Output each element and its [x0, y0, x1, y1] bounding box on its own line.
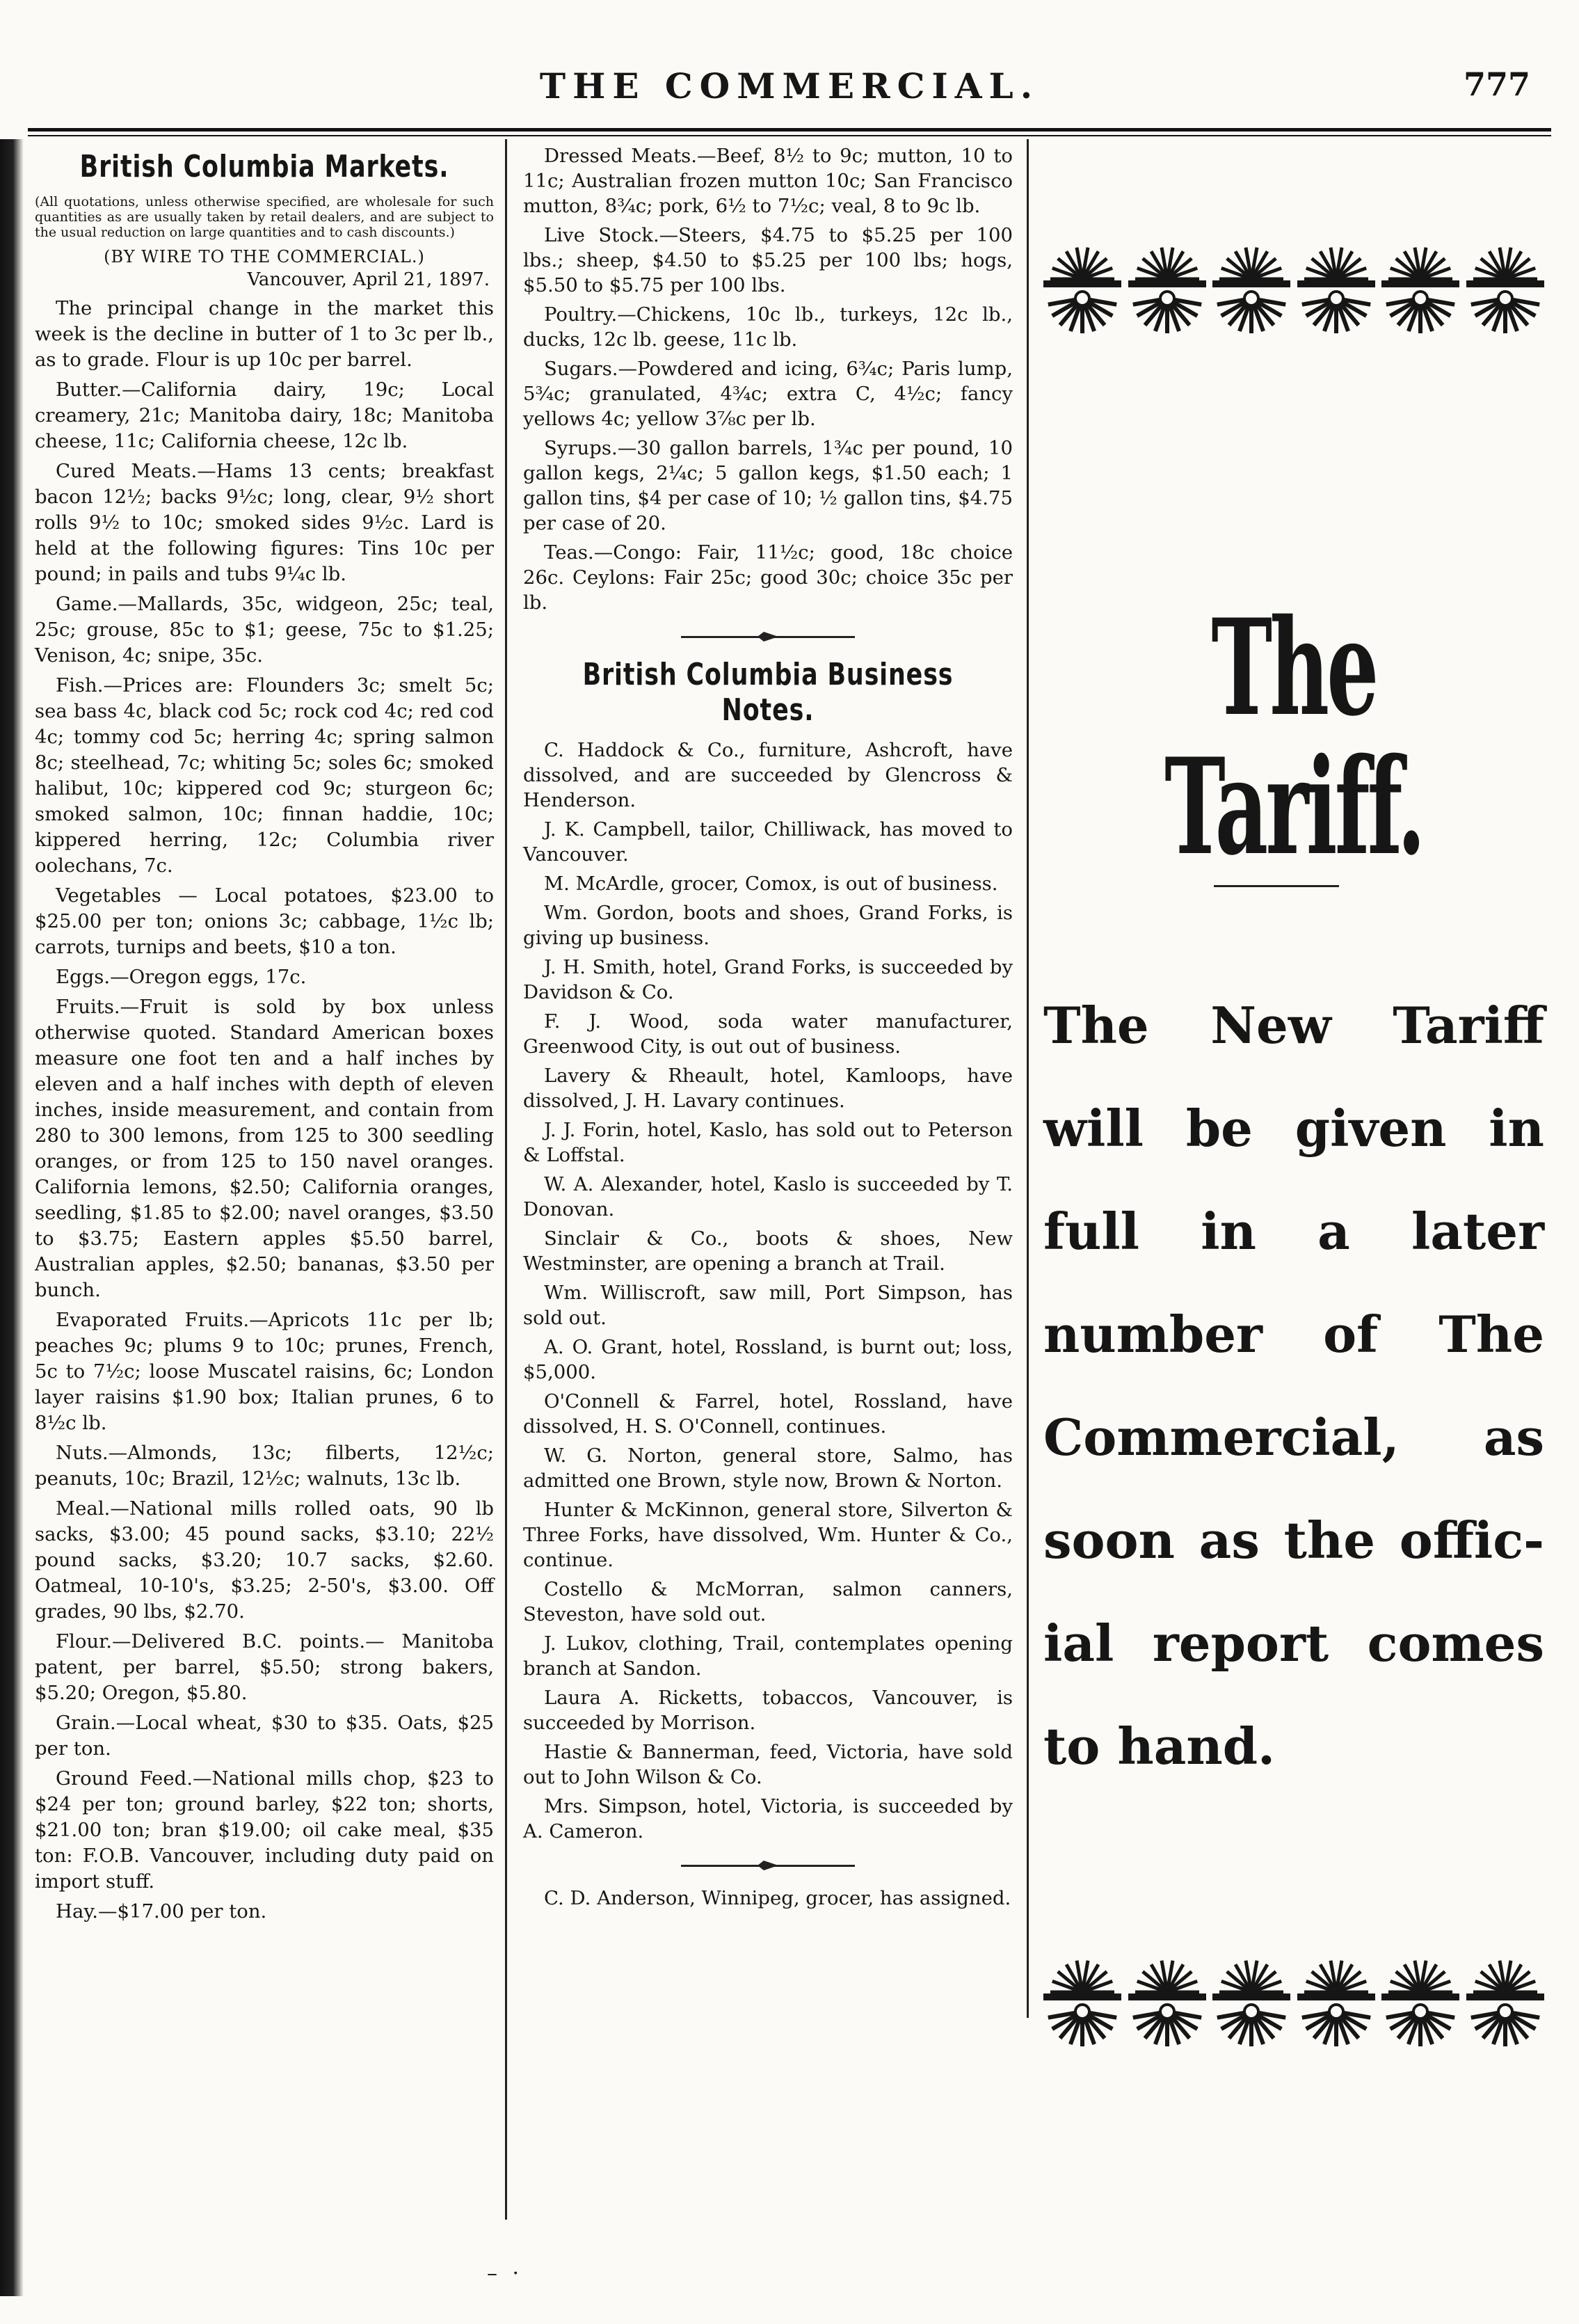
scan-shadow-edge: [0, 139, 24, 2296]
markets-paragraphs: [35, 296, 494, 1925]
tariff-line: ial report comes: [1043, 1614, 1544, 1673]
business-note: W. A. Alexander, hotel, Kaslo is succeeded by T. Donovan.: [523, 1173, 1013, 1220]
fleuron-ornament: [1128, 1952, 1206, 2056]
business-notes-paragraphs: [523, 738, 1013, 1844]
market-paragraph: Syrups.—30 gallon barrels, 1¾c per pound, 10 gallon kegs, 2¼c; 5 gallon kegs, $1.50 each; 1 gallon tins, $4 per case of 10; ½ gallon tins, $4.75 per case of 20.: [523, 437, 1013, 534]
markets-dateline: Vancouver, April 21, 1897.: [247, 269, 490, 290]
markets-note: (All quotations, unless otherwise specified, are wholesale for such quantities as are usually taken by retail dealers, and are subject to the usual reduction on large quantities and to cash discounts.): [35, 194, 494, 240]
market-paragraph: Ground Feed.—National mills chop, $23 to $24 per ton; ground barley, $22 ton; shorts, $21.00 ton; bran $19.00; oil cake meal, $35 ton: F.O.B. Vancouver, including duty paid on import stuff.: [35, 1767, 494, 1893]
market-paragraph: Nuts.—Almonds, 13c; filberts, 12½c; peanuts, 10c; Brazil, 12½c; walnuts, 13c lb.: [35, 1442, 494, 1490]
column-rule-1: [505, 139, 507, 2220]
column-rule-2: [1027, 139, 1029, 2018]
fleuron-ornament: [1212, 1952, 1290, 2056]
market-paragraph: The principal change in the market this week is the decline in butter of 1 to 3c per lb., as to grade. Flour is up 10c per barrel.: [35, 297, 494, 371]
business-note: Hastie & Bannerman, feed, Victoria, have sold out to John Wilson & Co.: [523, 1741, 1013, 1788]
market-paragraph: Dressed Meats.—Beef, 8½ to 9c; mutton, 10 to 11c; Australian frozen mutton 10c; San Francisco mutton, 8¾c; pork, 6½ to 7½c; veal, 8 to 9c lb.: [523, 145, 1013, 217]
ornamental-border-bottom: [1043, 1948, 1544, 2060]
tariff-line: number of The: [1043, 1305, 1544, 1364]
business-note: F. J. Wood, soda water manufacturer, Greenwood City, is out out of business.: [523, 1010, 1013, 1058]
business-note: J. Lukov, clothing, Trail, contemplates opening branch at Sandon.: [523, 1632, 1013, 1680]
business-note: Wm. Williscroft, saw mill, Port Simpson, has sold out.: [523, 1282, 1013, 1329]
markets-headline: British Columbia Markets.: [79, 149, 449, 184]
business-note: Hunter & McKinnon, general store, Silverton & Three Forks, have dissolved, Wm. Hunter & Co., continue.: [523, 1499, 1013, 1571]
masthead-rule-thick: [28, 128, 1551, 132]
business-note: Lavery & Rheault, hotel, Kamloops, have dissolved, J. H. Lavary continues.: [523, 1065, 1013, 1112]
tariff-line: full in a later: [1043, 1202, 1544, 1261]
market-paragraph: Vegetables — Local potatoes, $23.00 to $25.00 per ton; onions 3c; cabbage, 1½c lb; carrots, turnips and beets, $10 a ton.: [35, 884, 494, 958]
business-note: Wm. Gordon, boots and shoes, Grand Forks, is giving up business.: [523, 902, 1013, 949]
market-paragraph: Fruits.—Fruit is sold by box unless otherwise quoted. Standard American boxes measure one foot ten and a half inches by eleven and a half inches with depth of eleven inches, inside measurement, and contain from 280 to 300 lemons, from 125 to 300 seedling oranges, or from 125 to 150 navel oranges. California lemons, $2.50; California oranges, seedling, $1.85 to $2.00; navel oranges, $3.50 to $3.75; Eastern apples $5.50 barrel, Australian apples, $2.50; bananas, $3.50 per bunch.: [35, 996, 494, 1301]
tariff-title: The Tariff.: [1164, 590, 1423, 884]
fleuron-ornament: [1381, 239, 1459, 343]
markets-continued-paragraphs: [523, 143, 1013, 615]
fleuron-ornament: [1297, 239, 1375, 343]
market-paragraph: Live Stock.—Steers, $4.75 to $5.25 per 100 lbs.; sheep, $4.50 to $5.25 per 100 lbs; hogs, $5.50 to $5.75 per 100 lbs.: [523, 224, 1013, 296]
market-paragraph: Fish.—Prices are: Flounders 3c; smelt 5c; sea bass 4c, black cod 5c; rock cod 4c; red cod 4c; tommy cod 5c; herring 4c; spring salmon 8c; steelhead, 7c; whiting 5c; soles 6c; smoked halibut, 10c; kippered cod 9c; sturgeon 6c; smoked salmon, 10c; finnan haddie, 10c; kippered herring, 12c; Columbia river oolechans, 7c.: [35, 674, 494, 877]
tariff-line: will be given in: [1043, 1099, 1544, 1158]
page-number: 777: [1463, 65, 1530, 103]
footer-marks: – ·: [487, 2261, 524, 2286]
fleuron-ornament: [1466, 1952, 1544, 2056]
business-notes-headline: British Columbia Business Notes.: [582, 657, 954, 728]
business-note: Costello & McMorran, salmon canners, Steveston, have sold out.: [523, 1578, 1013, 1625]
market-paragraph: Poultry.—Chickens, 10c lb., turkeys, 12c lb., ducks, 12c lb. geese, 11c lb.: [523, 303, 1013, 351]
business-note: C. Haddock & Co., furniture, Ashcroft, have dissolved, and are succeeded by Glencross & Henderson.: [523, 739, 1013, 811]
fleuron-ornament: [1128, 239, 1206, 343]
tariff-body: [1043, 974, 1544, 1798]
market-paragraph: Eggs.—Oregon eggs, 17c.: [56, 966, 307, 988]
market-paragraph: Flour.—Delivered B.C. points.— Manitoba patent, per barrel, $5.50; strong bakers, $5.20; Oregon, $5.80.: [35, 1630, 494, 1704]
fleuron-ornament: [1297, 1952, 1375, 2056]
market-paragraph: Sugars.—Powdered and icing, 6¾c; Paris lump, 5¾c; granulated, 4¾c; extra C, 4½c; fancy yellows 4c; yellow 3⅞c per lb.: [523, 358, 1013, 430]
business-final-paragraph: C. D. Anderson, Winnipeg, grocer, has assigned.: [544, 1887, 1011, 1909]
column-business: [523, 143, 1013, 1915]
fleuron-ornament: [1212, 239, 1290, 343]
business-note: M. McArdle, grocer, Comox, is out of business.: [544, 873, 998, 895]
business-note: Mrs. Simpson, hotel, Victoria, is succeeded by A. Cameron.: [523, 1795, 1013, 1843]
fleuron-ornament: [1381, 1952, 1459, 2056]
business-note: Laura A. Ricketts, tobaccos, Vancouver, is succeeded by Morrison.: [523, 1687, 1013, 1734]
business-note: J. J. Forin, hotel, Kaslo, has sold out to Peterson & Loffstal.: [523, 1119, 1013, 1166]
column-markets: [35, 143, 494, 1929]
business-note: Sinclair & Co., boots & shoes, New Westminster, are opening a branch at Trail.: [523, 1227, 1013, 1275]
tariff-line: soon as the offic-: [1043, 1511, 1544, 1570]
tariff-line: Commercial, as: [1043, 1408, 1544, 1467]
section-divider-ornament: [681, 633, 855, 640]
market-paragraph: Meal.—National mills rolled oats, 90 lb sacks, $3.00; 45 pound sacks, $3.10; 22½ pound sacks, $3.20; 10.7 sacks, $2.60. Oatmeal, 10-10's, $3.25; 2-50's, $3.00. Off grades, 90 lbs, $2.70.: [35, 1497, 494, 1623]
ornamental-border-top: [1043, 235, 1544, 347]
tariff-divider: [1214, 885, 1339, 887]
business-note: J. K. Campbell, tailor, Chilliwack, has moved to Vancouver.: [523, 818, 1013, 866]
business-note: W. G. Norton, general store, Salmo, has admitted one Brown, style now, Brown & Norton.: [523, 1444, 1013, 1492]
market-paragraph: Butter.—California dairy, 19c; Local creamery, 21c; Manitoba dairy, 18c; Manitoba cheese, 11c; California cheese, 12c lb.: [35, 379, 494, 452]
market-paragraph: Teas.—Congo: Fair, 11½c; good, 18c choice 26c. Ceylons: Fair 25c; good 30c; choice 35c per lb.: [523, 541, 1013, 614]
market-paragraph: Hay.—$17.00 per ton.: [56, 1900, 267, 1923]
masthead-title: THE COMMERCIAL.: [539, 65, 1040, 106]
masthead-rule-thin: [28, 135, 1551, 136]
market-paragraph: Game.—Mallards, 35c, widgeon, 25c; teal, 25c; grouse, 85c to $1; geese, 75c to $1.25; Venison, 4c; snipe, 35c.: [35, 593, 494, 667]
fleuron-ornament: [1466, 239, 1544, 343]
section-divider-ornament-2: [681, 1862, 855, 1869]
business-note: J. H. Smith, hotel, Grand Forks, is succeeded by Davidson & Co.: [523, 956, 1013, 1003]
markets-byline: (BY WIRE TO THE COMMERCIAL.): [104, 247, 425, 266]
business-note: O'Connell & Farrel, hotel, Rossland, have dissolved, H. S. O'Connell, continues.: [523, 1390, 1013, 1438]
market-paragraph: Grain.—Local wheat, $30 to $35. Oats, $25 per ton.: [35, 1712, 494, 1760]
market-paragraph: Evaporated Fruits.—Apricots 11c per lb; peaches 9c; plums 9 to 10c; prunes, French, 5c to 7½c; loose Muscatel raisins, 6c; London layer raisins $1.90 box; Italian prunes, 6 to 8½c lb.: [35, 1309, 494, 1434]
fleuron-ornament: [1043, 239, 1121, 343]
market-paragraph: Cured Meats.—Hams 13 cents; breakfast bacon 12½; backs 9½c; long, clear, 9½ short rolls 9½ to 10c; smoked sides 9½c. Lard is held at the following figures: Tins 10c per pound; in pails and tubs 9¼c lb.: [35, 460, 494, 585]
tariff-line: to hand.: [1043, 1717, 1276, 1776]
business-note: A. O. Grant, hotel, Rossland, is burnt out; loss, $5,000.: [523, 1336, 1013, 1383]
fleuron-ornament: [1043, 1952, 1121, 2056]
tariff-line: The New Tariff: [1043, 996, 1544, 1055]
masthead: [28, 61, 1551, 110]
